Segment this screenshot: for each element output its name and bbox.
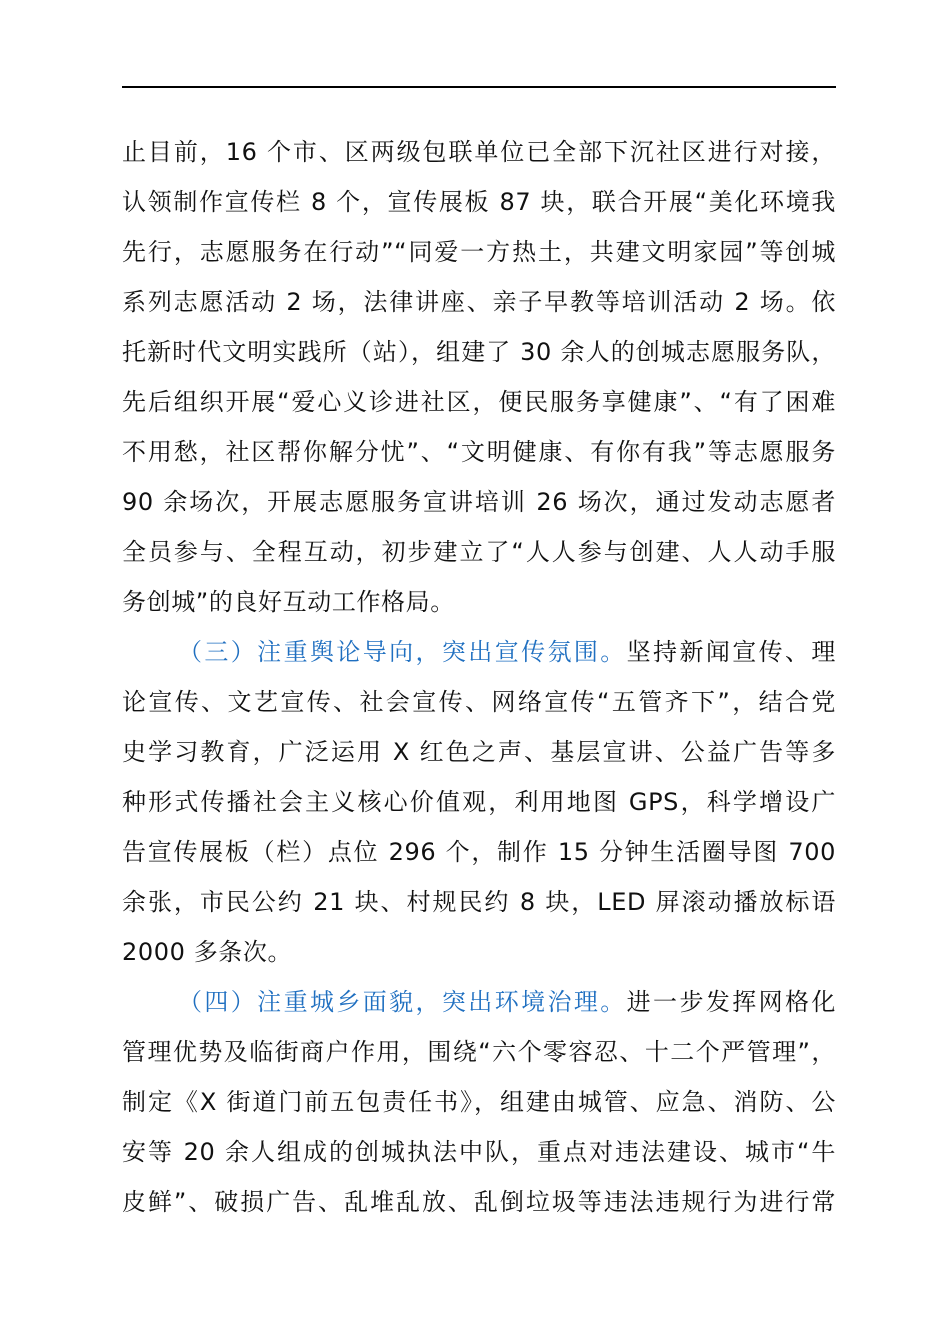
paragraph-line: 告宣传展板（栏）点位 296 个，制作 15 分钟生活圈导图 700 <box>122 838 836 866</box>
section-4-first-text: 进一步发挥网格化 <box>626 988 836 1016</box>
section-3-first-line <box>122 627 836 677</box>
section-4-heading: （四）注重城乡面貌，突出环境治理。 <box>178 988 627 1016</box>
section-3-heading: （三）注重舆论导向，突出宣传氛围。 <box>178 638 627 666</box>
header-rule <box>122 86 836 88</box>
section-3-first-text: 坚持新闻宣传、理 <box>626 638 836 666</box>
paragraph-line: 先行，志愿服务在行动”“同爱一方热土，共建文明家园”等创城 <box>122 238 836 266</box>
section-4-first-line <box>122 977 836 1027</box>
paragraph-line: 余张，市民公约 21 块、村规民约 8 块，LED 屏滚动播放标语 <box>122 888 836 916</box>
paragraph-line: 全员参与、全程互动，初步建立了“人人参与创建、人人动手服 <box>122 538 836 566</box>
body-text <box>122 127 836 1227</box>
paragraph-line: 史学习教育，广泛运用 X 红色之声、基层宣讲、公益广告等多 <box>122 738 836 766</box>
paragraph-line: 务创城”的良好互动工作格局。 <box>122 588 455 616</box>
paragraph-line: 托新时代文明实践所（站），组建了 30 余人的创城志愿服务队， <box>122 338 836 366</box>
paragraph-line: 不用愁，社区帮你解分忧”、“文明健康、有你有我”等志愿服务 <box>122 438 836 466</box>
paragraph-line: 皮鲜”、破损广告、乱堆乱放、乱倒垃圾等违法违规行为进行常 <box>122 1188 836 1216</box>
paragraph-line: 安等 20 余人组成的创城执法中队，重点对违法建设、城市“牛 <box>122 1138 836 1166</box>
paragraph-line: 论宣传、文艺宣传、社会宣传、网络宣传“五管齐下”，结合党 <box>122 688 836 716</box>
paragraph-line: 止目前，16 个市、区两级包联单位已全部下沉社区进行对接， <box>122 138 836 166</box>
paragraph-line: 先后组织开展“爱心义诊进社区，便民服务享健康”、“有了困难 <box>122 388 836 416</box>
paragraph-line: 制定《X 街道门前五包责任书》，组建由城管、应急、消防、公 <box>122 1088 836 1116</box>
paragraph-line: 管理优势及临街商户作用，围绕“六个零容忍、十二个严管理”， <box>122 1038 836 1066</box>
paragraph-line: 90 余场次，开展志愿服务宣讲培训 26 场次，通过发动志愿者 <box>122 488 836 516</box>
paragraph-line: 种形式传播社会主义核心价值观，利用地图 GPS，科学增设广 <box>122 788 836 816</box>
paragraph-line: 系列志愿活动 2 场，法律讲座、亲子早教等培训活动 2 场。依 <box>122 288 836 316</box>
paragraph-line: 2000 多条次。 <box>122 938 293 966</box>
paragraph-line: 认领制作宣传栏 8 个，宣传展板 87 块，联合开展“美化环境我 <box>122 188 836 216</box>
